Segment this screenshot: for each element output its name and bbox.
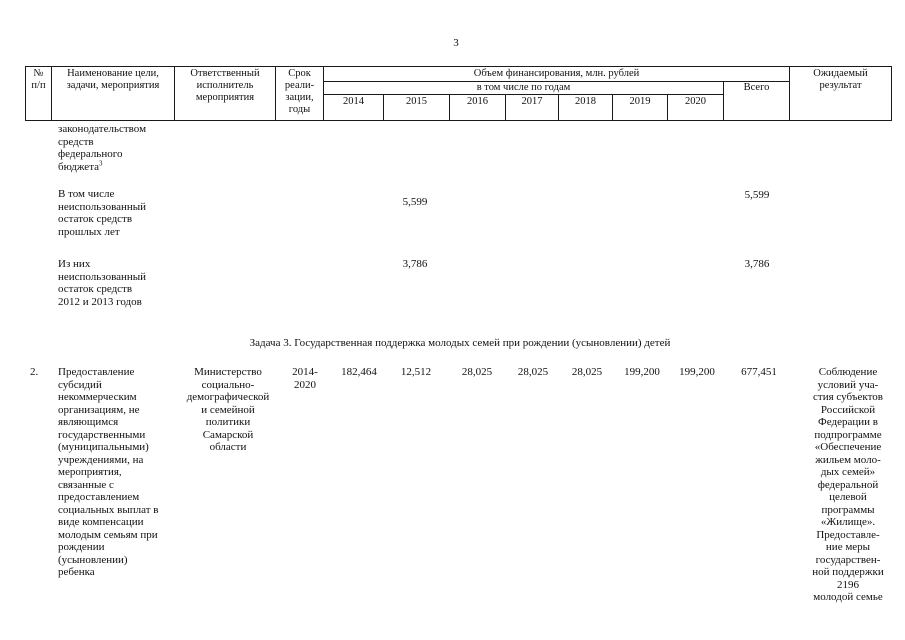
row2-value-2019: 199,200 — [624, 366, 660, 378]
continued-row-text: законодательством средств федерального бюджета — [58, 123, 147, 173]
row2-value-2014: 182,464 — [341, 366, 377, 378]
row-unused-total: 5,599 — [744, 189, 770, 201]
row2-value-2017: 28,025 — [517, 366, 549, 378]
header-year-2014: 2014 — [343, 96, 364, 107]
header-number: № п/п — [31, 68, 46, 91]
row2-name: Предоставление субсидий некоммерческим организациям, не являющимся государственными (муниципальными) учреждениями, на мероприятия, связанные с предоставлением социальных выплат в виде компенсации молодым семьям при рождении (усыновлении) ребенка — [58, 366, 159, 578]
row2-result: Соблюдение условий уча- стия субъектов Российской Федерации в подпрограмме «Обеспечение жильем моло- дых семей» федеральной целевой программы «Жилище». Предоставле- ние меры государствен- ной поддержки 2196 молодой семье — [812, 366, 884, 603]
row2-number: 2. — [30, 366, 39, 378]
header-year-2019: 2019 — [629, 96, 651, 107]
header-year-2016: 2016 — [467, 96, 488, 107]
row-of-them-label: Из них неиспользованный остаток средств 2012 и 2013 годов — [58, 258, 147, 308]
row-unused-label: В том числе неиспользованный остаток средств прошлых лет — [58, 188, 147, 238]
footnote-mark: 3 — [99, 158, 103, 167]
row2-term: 2014- 2020 — [292, 366, 318, 391]
row2-responsible: Министерство социально- демографической и семейной политики Самарской области — [186, 366, 270, 453]
header-responsible: Ответственный исполнитель мероприятия — [190, 68, 260, 103]
header-year-2018: 2018 — [575, 96, 596, 107]
header-result: Ожидаемый результат — [813, 68, 868, 91]
page-number: 3 — [453, 37, 459, 49]
header-name: Наименование цели, задачи, мероприятия — [66, 68, 160, 91]
header-by-years: в том числе по годам — [476, 82, 571, 93]
header-total: Всего — [743, 82, 770, 93]
continued-row-label — [58, 123, 176, 173]
row2-total: 677,451 — [741, 366, 777, 378]
row2-value-2016: 28,025 — [461, 366, 493, 378]
row-unused-2015: 5,599 — [402, 196, 428, 208]
row2-value-2015: 12,512 — [400, 366, 432, 378]
row2-value-2018: 28,025 — [571, 366, 603, 378]
row-of-them-total: 3,786 — [744, 258, 770, 270]
header-year-2020: 2020 — [685, 96, 706, 107]
row2-value-2020: 199,200 — [679, 366, 715, 378]
row-of-them-2015: 3,786 — [402, 258, 428, 270]
task-title: Задача 3. Государственная поддержка молодых семей при рождении (усыновлении) детей — [249, 337, 671, 349]
header-year-2017: 2017 — [521, 96, 543, 107]
header-year-2015: 2015 — [406, 96, 427, 107]
header-funding-title: Объем финансирования, млн. рублей — [473, 68, 640, 79]
header-term: Срок реали- зации, годы — [284, 68, 315, 115]
